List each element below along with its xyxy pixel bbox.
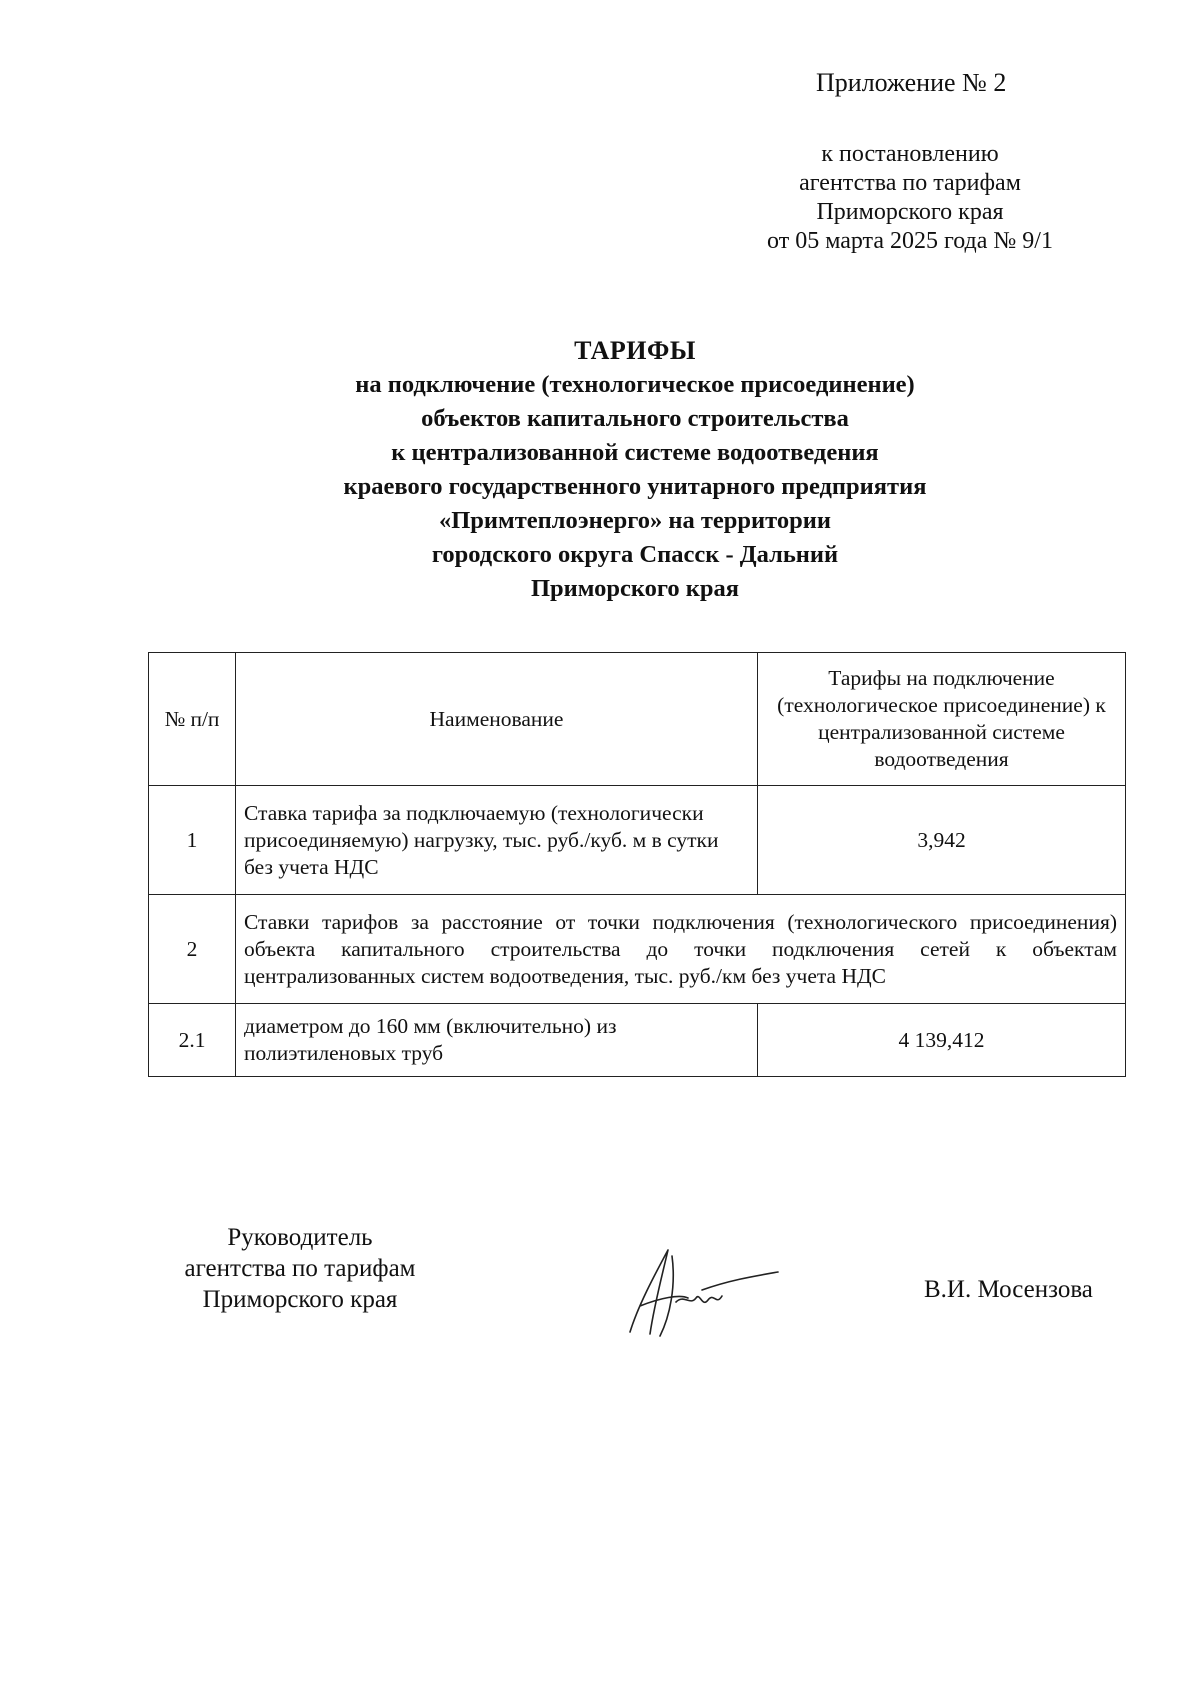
appendix-label: Приложение № 2 (816, 68, 1007, 97)
document-title (200, 334, 1070, 606)
header-name: Наименование (236, 653, 758, 786)
position-line: Руководитель (227, 1224, 373, 1251)
table-header-row (149, 653, 1126, 786)
tariffs-table (148, 652, 1126, 1077)
ref-line: от 05 марта 2025 года № 9/1 (767, 228, 1053, 254)
title-line: к централизованной системе водоотведения (391, 439, 879, 466)
position-line: агентства по тарифам (184, 1255, 416, 1282)
ref-line: агентства по тарифам (799, 170, 1021, 196)
position-line: Приморского края (202, 1286, 398, 1313)
row-name: диаметром до 160 мм (включительно) из полиэтиленовых труб (236, 1004, 758, 1077)
handwritten-signature (610, 1236, 780, 1346)
title-line: краевого государственного унитарного предприятия (343, 473, 927, 500)
ref-line: к постановлению (821, 141, 999, 167)
header-value: Тарифы на подключение (технологическое присоединение) к централизованной системе водоотведения (758, 653, 1126, 786)
table-row (149, 786, 1126, 895)
title-line: объектов капитального строительства (421, 405, 849, 432)
title-line: городского округа Спасск - Дальний (431, 541, 839, 568)
row-num: 2 (149, 895, 236, 1004)
header-num: № п/п (149, 653, 236, 786)
signatory-position (150, 1222, 450, 1315)
title-main: ТАРИФЫ (574, 336, 696, 365)
row-name: Ставка тарифа за подключаемую (технологически присоединяемую) нагрузку, тыс. руб./куб. м в сутки без учета НДС (236, 786, 758, 895)
row-value: 4 139,412 (758, 1004, 1126, 1077)
row-num: 2.1 (149, 1004, 236, 1077)
row-value: 3,942 (758, 786, 1126, 895)
resolution-reference (740, 140, 1080, 256)
title-line: «Примтеплоэнерго» на территории (439, 507, 831, 534)
row-num: 1 (149, 786, 236, 895)
table-row (149, 1004, 1126, 1077)
table-row (149, 895, 1126, 1004)
ref-line: Приморского края (816, 199, 1004, 225)
title-line: Приморского края (530, 575, 740, 602)
title-line: на подключение (технологическое присоединение) (355, 371, 915, 398)
signatory-name: В.И. Мосензова (924, 1276, 1093, 1303)
row-name: Ставки тарифов за расстояние от точки подключения (технологического присоединения) объекта капитального строительства до точки подключения сетей к объектам централизованных систем водоотведения, тыс. руб./км без учета НДС (236, 895, 1126, 1004)
